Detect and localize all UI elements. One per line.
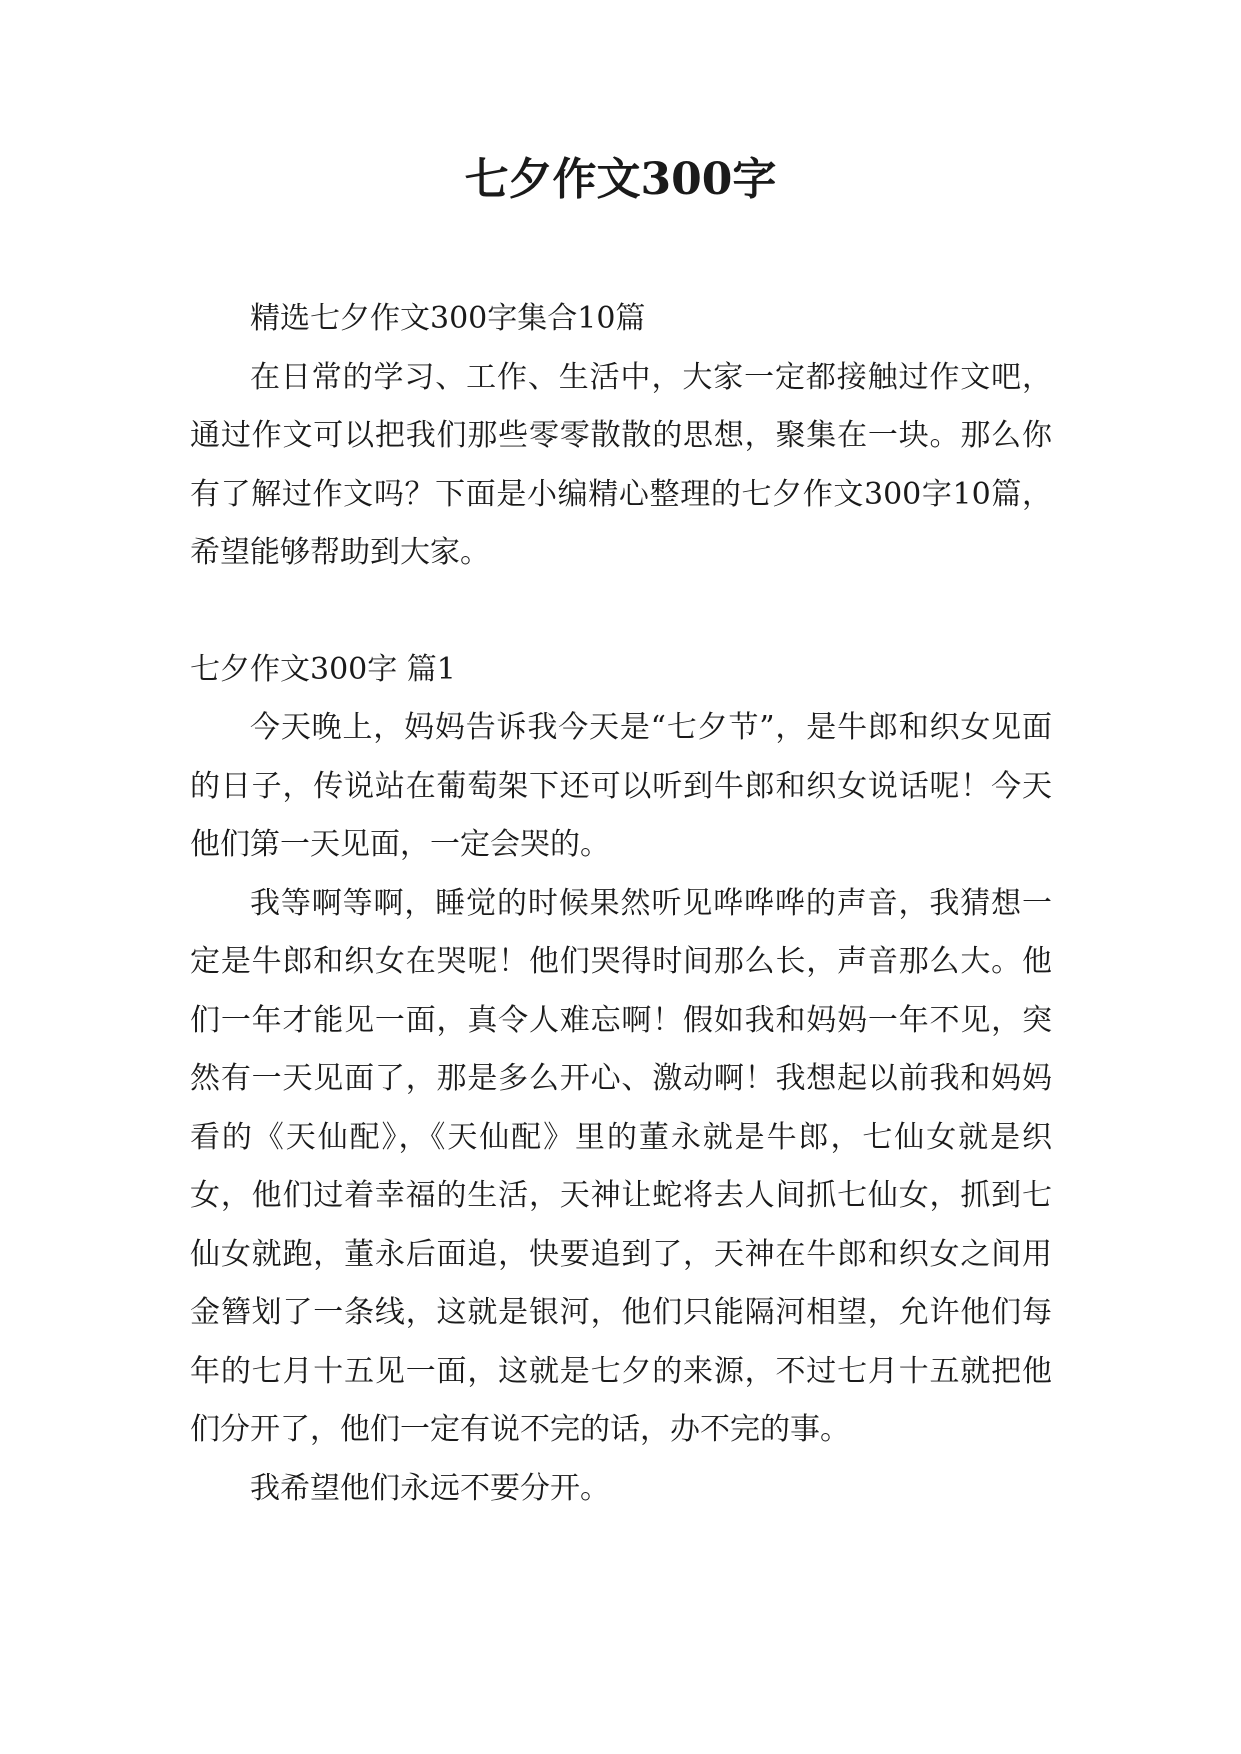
section-spacer: [190, 583, 1052, 641]
body-paragraph: 我希望他们永远不要分开。: [250, 1470, 610, 1506]
section-heading: 七夕作文300字 篇1: [190, 651, 456, 687]
document-subtitle: 精选七夕作文300字集合10篇: [250, 301, 646, 336]
intro-paragraph: 在日常的学习、工作、生活中，大家一定都接触过作文吧，通过作文可以把我们那些零零散散的思想，聚集在一块。那么你有了解过作文吗？下面是小编精心整理的七夕作文300字10篇，希望能够帮助到大家。: [190, 359, 1052, 570]
document-body: [190, 290, 1052, 1518]
body-paragraph: 我等啊等啊，睡觉的时候果然听见哗哗哗的声音，我猜想一定是牛郎和织女在哭呢！他们哭得时间那么长，声音那么大。他们一年才能见一面，真令人难忘啊！假如我和妈妈一年不见，突然有一天见面了，那是多么开心、激动啊！我想起以前我和妈妈看的《天仙配》，《天仙配》里的董永就是牛郎，七仙女就是织女，他们过着幸福的生活，天神让蛇将去人间抓七仙女，抓到七仙女就跑，董永后面追，快要追到了，天神在牛郎和织女之间用金簪划了一条线，这就是银河，他们只能隔河相望，允许他们每年的七月十五见一面，这就是七夕的来源，不过七月十五就把他们分开了，他们一定有说不完的话，办不完的事。: [190, 885, 1052, 1447]
body-paragraph: 今天晚上，妈妈告诉我今天是“七夕节”，是牛郎和织女见面的日子，传说站在葡萄架下还可以听到牛郎和织女说话呢！今天他们第一天见面，一定会哭的。: [190, 710, 1052, 862]
document-title: 七夕作文300字: [464, 154, 777, 205]
